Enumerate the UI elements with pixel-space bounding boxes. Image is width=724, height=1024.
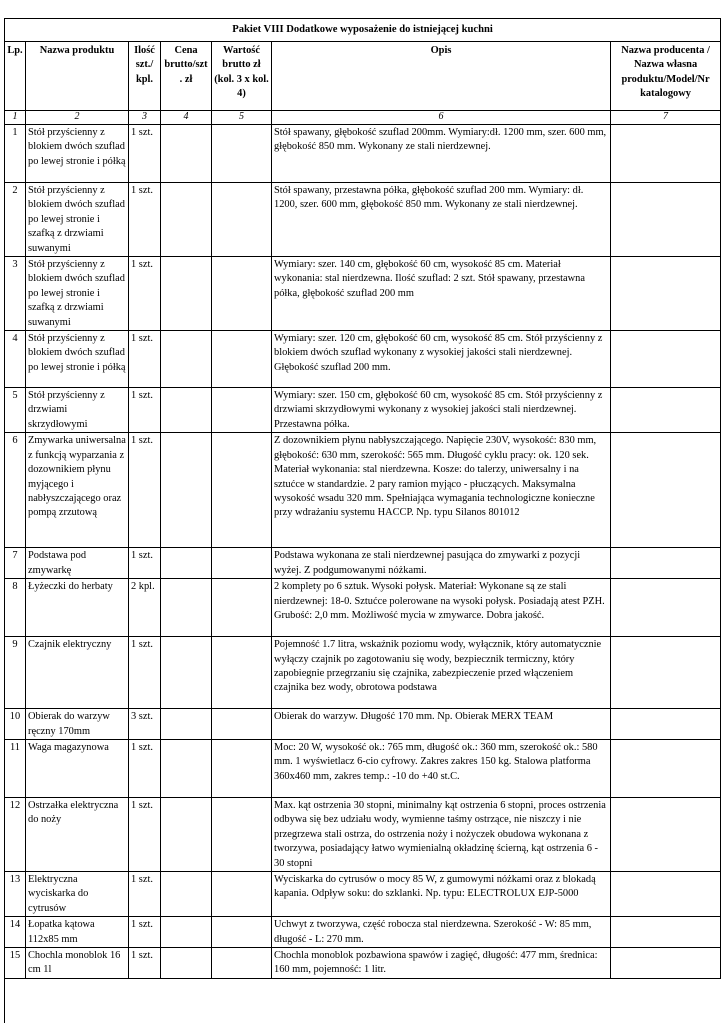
product-table: [4, 18, 721, 979]
row-total-value: [212, 797, 272, 871]
table-row: [5, 709, 721, 740]
row-product-name: Łyżeczki do herbaty: [26, 579, 129, 637]
table-row: [5, 579, 721, 637]
header-qty: Ilość szt./ kpl.: [129, 42, 161, 111]
row-lp: 8: [5, 579, 26, 637]
row-product-name: Zmywarka uniwersalna z funkcją wyparzania z dozownikiem płynu myjącego i nabłyszczającego oraz pompą zrzutową: [26, 433, 129, 548]
row-unit-price: [161, 433, 212, 548]
row-unit-price: [161, 579, 212, 637]
row-producer: [611, 739, 721, 797]
row-lp: 1: [5, 125, 26, 183]
table-row: [5, 637, 721, 709]
row-total-value: [212, 637, 272, 709]
row-description: Chochla monoblok pozbawiona spawów i zagięć, długość: 477 mm, średnica: 160 mm, pojemność: 1 litr.: [272, 947, 611, 978]
table-row: [5, 433, 721, 548]
row-unit-price: [161, 637, 212, 709]
row-product-name: Elektryczna wyciskarka do cytrusów: [26, 871, 129, 916]
row-total-value: [212, 947, 272, 978]
row-total-value: [212, 739, 272, 797]
row-quantity: 1 szt.: [129, 637, 161, 709]
row-unit-price: [161, 709, 212, 740]
header-producer: Nazwa producenta / Nazwa własna produktu/Model/Nr katalogowy: [611, 42, 721, 111]
row-quantity: 1 szt.: [129, 257, 161, 331]
row-producer: [611, 125, 721, 183]
column-number-row: [5, 111, 721, 125]
row-producer: [611, 433, 721, 548]
row-description: Wyciskarka do cytrusów o mocy 85 W, z gumowymi nóżkami oraz z blokadą kapania. Odpływ soku: do szklanki. Np. typu: ELECTROLUX EJP-5000: [272, 871, 611, 916]
row-total-value: [212, 917, 272, 948]
row-quantity: 1 szt.: [129, 739, 161, 797]
header-row: [5, 42, 721, 111]
table-row: [5, 797, 721, 871]
row-producer: [611, 871, 721, 916]
column-number: 5: [212, 111, 272, 125]
row-product-name: Ostrzałka elektryczna do noży: [26, 797, 129, 871]
row-lp: 15: [5, 947, 26, 978]
header-price: Cena brutto/szt . zł: [161, 42, 212, 111]
row-total-value: [212, 388, 272, 433]
row-description: Moc: 20 W, wysokość ok.: 765 mm, długość ok.: 360 mm, szerokość ok.: 580 mm. 1 wyświetlacz 6-cio cyfrowy. Zakres zakres 150 kg. Stalowa platforma 360x460 mm, zakres temp.: -10 do +40 st.C.: [272, 739, 611, 797]
row-description: Z dozownikiem płynu nabłyszczającego. Napięcie 230V, wysokość: 830 mm, głębokość: 630 mm, szerokość: 565 mm. Długość cyklu pracy: ok. 120 sek. Materiał wykonania: stal nierdzewna. Kosze: do talerzy, uniwersalny i na sztućce w standardzie. 2 pary ramion myjąco - płuczących. Maksymalna wysokość wsadu 320 mm. Spełniająca wymagania technologiczne konieczne przy wdrażaniu systemu HACCP. Np. typu Silanos 801012: [272, 433, 611, 548]
document-page: [4, 18, 720, 1023]
row-description: Pojemność 1.7 litra, wskaźnik poziomu wody, wyłącznik, który automatycznie wyłączy czajnik po zagotowaniu się wody, bezpiecznik termiczny, który zapobiegnie przegrzaniu się czajnika, zabezpieczenie przed włączeniem czajnika bez wody, obrotowa podstawa: [272, 637, 611, 709]
row-unit-price: [161, 871, 212, 916]
row-product-name: Stół przyścienny z blokiem dwóch szuflad po lewej stronie i szafką z drzwiami suwanymi: [26, 257, 129, 331]
row-product-name: Podstawa pod zmywarkę: [26, 548, 129, 579]
table-row: [5, 331, 721, 388]
table-row: [5, 917, 721, 948]
header-desc: Opis: [272, 42, 611, 111]
row-quantity: 1 szt.: [129, 331, 161, 388]
table-row: [5, 739, 721, 797]
page-left-border: [4, 18, 5, 1023]
row-producer: [611, 709, 721, 740]
row-total-value: [212, 125, 272, 183]
row-total-value: [212, 433, 272, 548]
row-producer: [611, 548, 721, 579]
row-description: Wymiary: szer. 120 cm, głębokość 60 cm, wysokość 85 cm. Stół przyścienny z blokiem dwóch szuflad wykonany z wysokiej jakości stali nierdzewnej. Głębokość szuflad 200 mm.: [272, 331, 611, 388]
row-producer: [611, 183, 721, 257]
row-quantity: 3 szt.: [129, 709, 161, 740]
row-product-name: Stół przyścienny z drzwiami skrzydłowymi: [26, 388, 129, 433]
row-total-value: [212, 548, 272, 579]
row-lp: 7: [5, 548, 26, 579]
row-lp: 12: [5, 797, 26, 871]
row-product-name: Czajnik elektryczny: [26, 637, 129, 709]
row-quantity: 2 kpl.: [129, 579, 161, 637]
row-quantity: 1 szt.: [129, 388, 161, 433]
row-product-name: Stół przyścienny z blokiem dwóch szuflad po lewej stronie i szafką z drzwiami suwanymi: [26, 183, 129, 257]
row-total-value: [212, 579, 272, 637]
row-quantity: 1 szt.: [129, 917, 161, 948]
row-product-name: Obierak do warzyw ręczny 170mm: [26, 709, 129, 740]
row-description: Podstawa wykonana ze stali nierdzewnej pasująca do zmywarki z pozycji wyżej. Z podgumowanymi nóżkami.: [272, 548, 611, 579]
row-unit-price: [161, 947, 212, 978]
row-quantity: 1 szt.: [129, 548, 161, 579]
row-description: Wymiary: szer. 140 cm, głębokość 60 cm, wysokość 85 cm. Materiał wykonania: stal nierdzewna. Ilość szuflad: 2 szt. Stół spawany, przestawna półka, głębokość szuflad 200 mm: [272, 257, 611, 331]
row-lp: 4: [5, 331, 26, 388]
row-lp: 2: [5, 183, 26, 257]
row-description: 2 komplety po 6 sztuk. Wysoki połysk. Materiał: Wykonane są ze stali nierdzewnej: 18-0. Sztućce polerowane na wysoki połysk. Posiadają atest PZH. Grubość: 2,0 mm. Możliwość mycia w zmywarce. Dobra jakość.: [272, 579, 611, 637]
row-unit-price: [161, 739, 212, 797]
row-description: Stół spawany, głębokość szuflad 200mm. Wymiary:dł. 1200 mm, szer. 600 mm, głębokość 850 mm. Wykonany ze stali nierdzewnej.: [272, 125, 611, 183]
row-unit-price: [161, 125, 212, 183]
table-row: [5, 548, 721, 579]
row-lp: 13: [5, 871, 26, 916]
row-product-name: Waga magazynowa: [26, 739, 129, 797]
row-quantity: 1 szt.: [129, 433, 161, 548]
row-description: Stół spawany, przestawna półka, głębokość szuflad 200 mm. Wymiary: dł. 1200, szer. 600 mm, głębokość 850 mm. Wykonany ze stali nierdzewnej.: [272, 183, 611, 257]
row-producer: [611, 388, 721, 433]
header-lp: Lp.: [5, 42, 26, 111]
table-row: [5, 257, 721, 331]
row-description: Uchwyt z tworzywa, część robocza stal nierdzewna. Szerokość - W: 85 mm, długość - L: 270 mm.: [272, 917, 611, 948]
row-product-name: Stół przyścienny z blokiem dwóch szuflad po lewej stronie i półką: [26, 125, 129, 183]
row-unit-price: [161, 797, 212, 871]
row-quantity: 1 szt.: [129, 947, 161, 978]
row-product-name: Stół przyścienny z blokiem dwóch szuflad po lewej stronie i półką: [26, 331, 129, 388]
row-producer: [611, 917, 721, 948]
package-title: Pakiet VIII Dodatkowe wyposażenie do istniejącej kuchni: [5, 19, 721, 42]
column-number: 2: [26, 111, 129, 125]
row-total-value: [212, 183, 272, 257]
table-row: [5, 871, 721, 916]
row-description: Obierak do warzyw. Długość 170 mm. Np. Obierak MERX TEAM: [272, 709, 611, 740]
row-unit-price: [161, 548, 212, 579]
row-unit-price: [161, 183, 212, 257]
table-row: [5, 388, 721, 433]
row-lp: 6: [5, 433, 26, 548]
row-lp: 9: [5, 637, 26, 709]
row-quantity: 1 szt.: [129, 125, 161, 183]
row-product-name: Łopatka kątowa 112x85 mm: [26, 917, 129, 948]
row-description: Wymiary: szer. 150 cm, głębokość 60 cm, wysokość 85 cm. Stół przyścienny z drzwiami skrzydłowymi wykonany z wysokiej jakości stali nierdzewnej. Przestawna półka.: [272, 388, 611, 433]
row-unit-price: [161, 257, 212, 331]
row-lp: 3: [5, 257, 26, 331]
row-product-name: Chochla monoblok 16 cm 1l: [26, 947, 129, 978]
header-name: Nazwa produktu: [26, 42, 129, 111]
column-number: 1: [5, 111, 26, 125]
row-producer: [611, 579, 721, 637]
row-description: Max. kąt ostrzenia 30 stopni, minimalny kąt ostrzenia 6 stopni, proces ostrzenia odbywa się bez udziału wody, wymienne taśmy ostrzące, nie niszczy i nie przegrzewa stali ostrza, do ostrzenia noży i nożyczek obudowa wykonana z tworzywa, posiadający łatwo wymienialną okładzinę ścierną, kąt ostrzenia 6 - 30 stopni: [272, 797, 611, 871]
row-total-value: [212, 257, 272, 331]
row-producer: [611, 331, 721, 388]
header-value: Wartość brutto zł (kol. 3 x kol. 4): [212, 42, 272, 111]
row-unit-price: [161, 388, 212, 433]
row-quantity: 1 szt.: [129, 871, 161, 916]
row-lp: 5: [5, 388, 26, 433]
table-row: [5, 947, 721, 978]
row-lp: 11: [5, 739, 26, 797]
table-row: [5, 125, 721, 183]
row-producer: [611, 947, 721, 978]
row-quantity: 1 szt.: [129, 183, 161, 257]
row-quantity: 1 szt.: [129, 797, 161, 871]
row-producer: [611, 637, 721, 709]
row-unit-price: [161, 331, 212, 388]
row-unit-price: [161, 917, 212, 948]
row-total-value: [212, 709, 272, 740]
column-number: 4: [161, 111, 212, 125]
row-total-value: [212, 871, 272, 916]
table-row: [5, 183, 721, 257]
row-lp: 10: [5, 709, 26, 740]
row-total-value: [212, 331, 272, 388]
row-producer: [611, 257, 721, 331]
column-number: 3: [129, 111, 161, 125]
row-producer: [611, 797, 721, 871]
column-number: 6: [272, 111, 611, 125]
row-lp: 14: [5, 917, 26, 948]
column-number: 7: [611, 111, 721, 125]
